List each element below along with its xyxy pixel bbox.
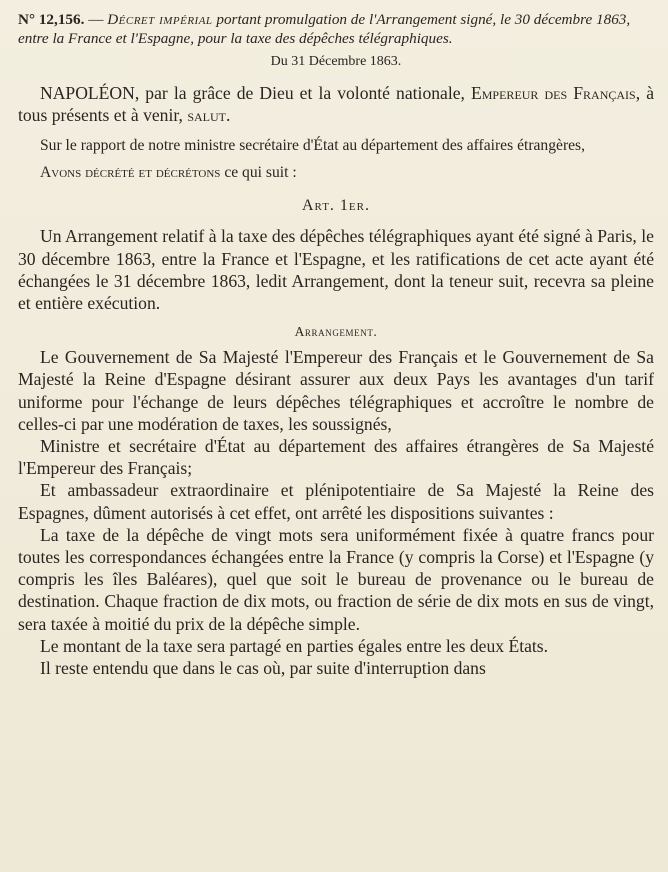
arrangement-paragraph-3: Et ambassadeur extraordinaire et plénipotentiaire de Sa Majesté la Reine des Espagnes, dûment autorisés à cet effet, ont arrêté les dispositions suivantes : — [18, 480, 654, 523]
decretons-rest: ce qui suit : — [220, 163, 297, 181]
arrangement-heading: Arrangement. — [294, 324, 378, 340]
napoleon-name: NAPOLÉON — [40, 83, 135, 103]
arrangement-paragraph-5: Le montant de la taxe sera partagé en parties égales entre les deux États. — [40, 635, 549, 656]
arrangement-paragraph-4: La taxe de la dépêche de vingt mots sera uniformément fixée à quatre francs pour toutes les correspondances échangées entre la France (y compris la Corse) et l'Espagne (y compris les îles Baléares), quel que soit le bureau de provenance ou le bureau de destination. Chaque fraction de dix mots, ou fraction de série de dix mots en sus de vingt, sera taxée à moitié du prix de la dépêche simple. — [18, 524, 654, 634]
arrangement-paragraph-6: Il reste entendu que dans le cas où, par suite d'interruption dans — [40, 658, 486, 679]
decree-type: Décret impérial — [107, 11, 213, 28]
arrangement-paragraph-2: Ministre et secrétaire d'État au département des affaires étrangères de Sa Majesté l'Empereur des Français; — [18, 436, 654, 479]
rapport-paragraph: Sur le rapport de notre ministre secrétaire d'État au département des affaires étrangères, — [40, 137, 586, 155]
arrangement-paragraph-1: Le Gouvernement de Sa Majesté l'Empereur des Français et le Gouvernement de Sa Majesté la Reine d'Espagne désirant assurer aux deux Pays les avantages d'un tarif uniforme pour l'échange de leurs dépêches télégraphiques et accroître le nombre de celles-ci par une modération de taxes, les soussignés, — [18, 347, 654, 434]
empereur-title: Empereur des Français — [471, 83, 636, 103]
decree-date: Du 31 Décembre 1863. — [270, 54, 402, 69]
preamble-paragraph — [18, 82, 654, 126]
preamble-text: , par la grâce de Dieu et la volonté nationale, — [134, 83, 472, 103]
article-heading: Art. 1er. — [301, 197, 370, 215]
decree-title: portant promulgation de l'Arrangement signé, le 30 décembre 1863, entre la France et l'Espagne, pour la taxe des dépêches télégraphiques. — [18, 11, 631, 47]
decree-header — [18, 10, 654, 48]
decretons-sc: Avons décrété et décrétons — [40, 163, 221, 181]
header-dash: — — [84, 11, 108, 28]
article-paragraph: Un Arrangement relatif à la taxe des dépêches télégraphiques ayant été signé à Paris, le 30 décembre 1863, entre la France et l'Espagne, et les ratifications de cet acte ayant été échangées le 31 décembre 1863, ledit Arrangement, dont la teneur suit, recevra sa pleine et entière exécution. — [18, 226, 654, 314]
decretons-paragraph — [18, 163, 654, 184]
preamble-end: . — [226, 105, 231, 126]
preamble-text-2: , à tous présents et à venir, — [18, 83, 654, 126]
decree-number: N° 12,156. — [18, 11, 85, 28]
salut-word: salut — [187, 105, 226, 126]
